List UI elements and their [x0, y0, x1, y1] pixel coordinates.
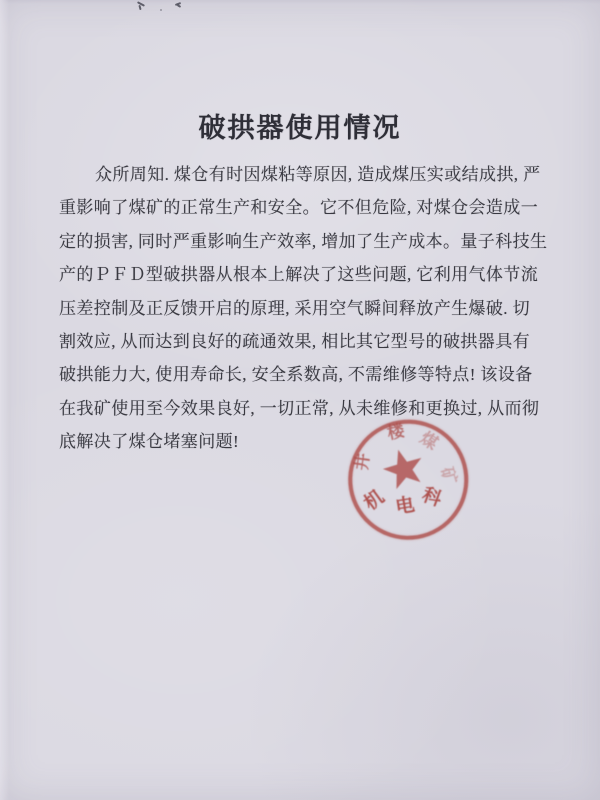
stamp-arc-char: 楼 — [385, 420, 407, 444]
stamp-department-char: 电 — [394, 494, 417, 519]
body-line: 在我矿使用至今效果良好, 一切正常, 从未维修和更换过, 从而彻 — [59, 398, 540, 418]
stamp-arc-char: 矿 — [437, 464, 461, 487]
body-line: 压差控制及正反馈开启的原理, 采用空气瞬间释放产生爆破. 切 — [59, 298, 530, 318]
body-line: 定的损害, 同时严重影响生产效率, 增加了生产成本。量子科技生 — [59, 231, 548, 251]
stamp-arc-char: 井 — [351, 452, 374, 472]
body-line: 破拱能力大, 使用寿命长, 安全系数高, 不需维修等特点! 该设备 — [59, 365, 533, 385]
body-line: 底解决了煤仓堵塞问题! — [59, 432, 240, 452]
red-seal-stamp — [324, 396, 484, 556]
body-line: 众所周知. 煤仓有时因煤粘等原因, 造成煤压实或结成拱, 严 — [95, 165, 541, 184]
stamp-department-char: 科 — [419, 484, 445, 511]
stamp-arc-char: 煤 — [416, 428, 442, 454]
document-title: 破拱器使用情况 — [198, 113, 402, 143]
body-line: 重影响了煤矿的正常生产和安全。它不但危险, 对煤仓会造成一 — [59, 198, 539, 218]
stamp-department-char: 机 — [360, 486, 389, 515]
body-line: 割效应, 从而达到良好的疏通效果, 相比其它型号的破拱器具有 — [59, 331, 530, 351]
ink-smudge — [160, 9, 162, 11]
body-line: 产的ＰＦＤ型破拱器从根本上解决了这些问题, 它利用气体节流 — [59, 265, 539, 285]
